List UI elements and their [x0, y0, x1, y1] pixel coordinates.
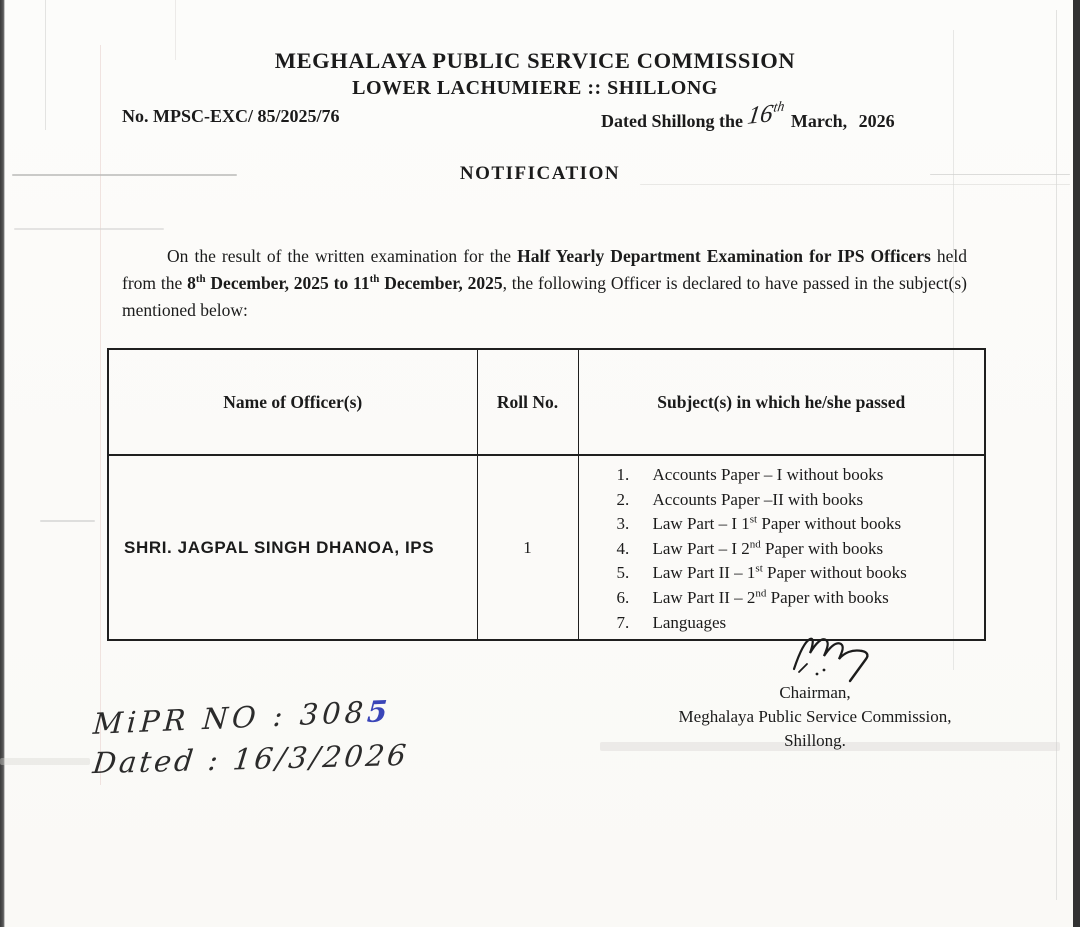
subject-number: 4.	[616, 538, 630, 558]
reference-number: No. MPSC-EXC/ 85/2025/76	[122, 106, 340, 126]
date-line	[601, 99, 895, 134]
scan-smudge	[14, 228, 164, 230]
para-seg2: held from the	[122, 246, 967, 293]
notification-heading: NOTIFICATION	[459, 163, 621, 184]
signatory-title: Chairman,	[779, 683, 851, 702]
scan-line-artifact	[1056, 10, 1057, 900]
date-prefix: Dated Shillong the	[601, 111, 744, 131]
table-header-row	[108, 349, 985, 455]
subject-number: 6.	[616, 587, 630, 607]
column-header-subjects: Subject(s) in which he/she passed	[578, 349, 985, 455]
para-sup1: th	[195, 273, 206, 286]
scan-edge-left	[0, 0, 5, 927]
subject-item	[617, 611, 981, 636]
handwritten-blue-digit: 5	[366, 693, 393, 729]
subject-text: Law Part – I 2nd Paper with books	[652, 538, 884, 558]
date-month-year: March, 2026	[790, 111, 895, 131]
para-date-mid: December, 2025 to 11	[205, 273, 370, 293]
handwritten-mipr-number: MiPR NO : 3085	[92, 693, 393, 741]
subject-text: Accounts Paper –II with books	[652, 489, 864, 509]
subject-text: Law Part II – 1st Paper without books	[652, 562, 907, 583]
scan-edge-right	[1073, 0, 1080, 927]
signatory-place: Shillong.	[784, 731, 846, 750]
column-header-roll: Roll No.	[477, 349, 578, 455]
signature-block	[630, 681, 1000, 753]
para-sup2: th	[369, 273, 380, 286]
subject-item	[617, 586, 981, 611]
subject-item	[617, 463, 981, 488]
notification-body-paragraph	[122, 243, 967, 324]
subject-item	[617, 537, 981, 562]
para-date-end: December, 2025	[379, 273, 503, 293]
subject-text: Accounts Paper – I without books	[652, 465, 884, 484]
subject-text: Languages	[652, 612, 727, 632]
officer-name-cell: SHRI. JAGPAL SINGH DHANOA, IPS	[108, 455, 477, 640]
scan-line-artifact	[100, 45, 101, 785]
subjects-cell	[578, 455, 985, 640]
organization-name: MEGHALAYA PUBLIC SERVICE COMMISSION	[274, 48, 796, 73]
handwritten-dated-line: Dated : 16/3/2026	[91, 737, 411, 781]
subject-item	[617, 488, 981, 513]
scan-smudge	[40, 520, 95, 522]
handwritten-day: 16th	[745, 99, 786, 131]
handwritten-notes	[91, 693, 411, 781]
roll-no-cell: 1	[477, 455, 578, 640]
para-exam-name: Half Yearly Department Examination for IPS Officers	[517, 246, 931, 266]
subject-item	[617, 561, 981, 586]
subject-text: Law Part – I 1st Paper without books	[652, 513, 902, 534]
column-header-name: Name of Officer(s)	[108, 349, 477, 455]
chairman-signature-icon	[786, 633, 890, 687]
subject-number: 2.	[616, 489, 630, 509]
signatory-organization: Meghalaya Public Service Commission,	[678, 707, 952, 726]
subject-number: 7.	[616, 612, 630, 632]
subject-item	[617, 512, 981, 537]
table-row	[108, 455, 985, 640]
para-seg1: On the result of the written examination for the	[167, 246, 518, 266]
subject-text: Law Part II – 2nd Paper with books	[652, 587, 889, 607]
subject-number: 3.	[616, 514, 630, 534]
subject-number: 1.	[616, 465, 630, 484]
organization-address: LOWER LACHUMIERE :: SHILLONG	[352, 77, 718, 99]
para-seg3: , the following Officer is declared to have passed in the subject(s) mentioned below:	[122, 273, 967, 320]
para-date-start: 8	[187, 273, 196, 293]
scan-smudge	[0, 758, 90, 765]
subject-number: 5.	[616, 563, 630, 583]
results-table	[107, 348, 986, 641]
